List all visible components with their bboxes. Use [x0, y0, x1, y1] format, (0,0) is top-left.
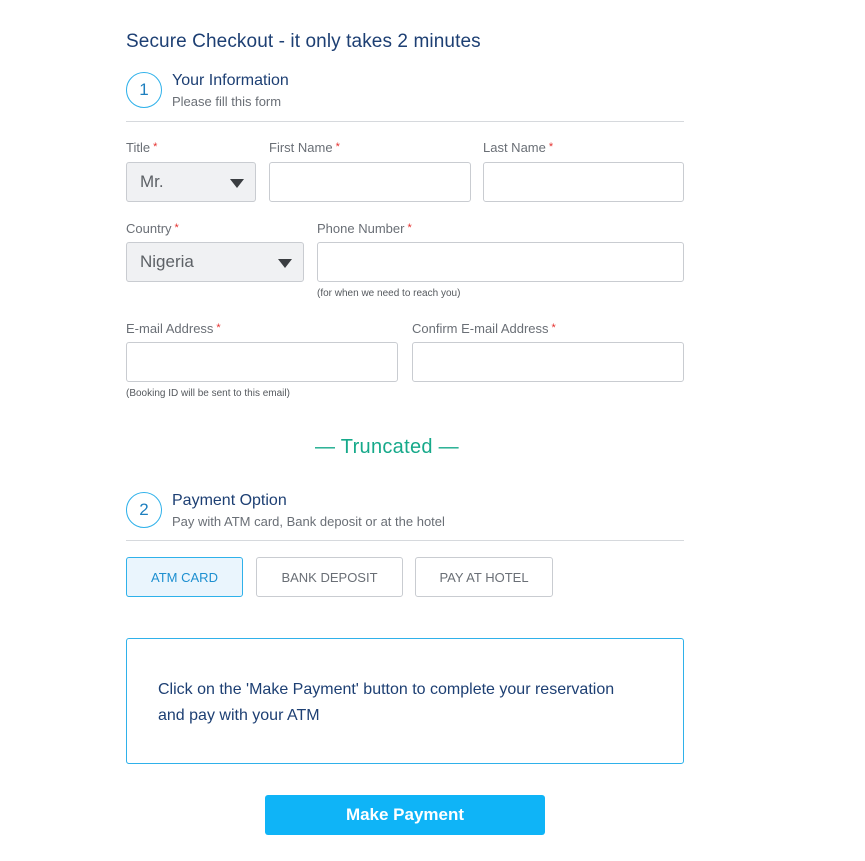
payment-info-box [126, 638, 684, 764]
required-mark: * [216, 322, 221, 334]
required-mark: * [174, 222, 179, 234]
email-input[interactable] [126, 342, 398, 382]
step-1-title: Your Information [172, 72, 289, 89]
email-label: E-mail Address * [126, 321, 221, 336]
required-mark: * [335, 141, 340, 153]
country-label: Country * [126, 221, 179, 236]
caret-down-icon [230, 179, 244, 188]
last-name-label: Last Name * [483, 140, 554, 155]
required-mark: * [551, 322, 556, 334]
step-1-divider [126, 121, 684, 122]
country-select[interactable] [126, 242, 304, 282]
first-name-input[interactable] [269, 162, 471, 202]
phone-hint: (for when we need to reach you) [317, 288, 461, 299]
title-label: Title * [126, 140, 158, 155]
step-2-title: Payment Option [172, 492, 287, 509]
first-name-label: First Name * [269, 140, 340, 155]
step-1-subtitle: Please fill this form [172, 94, 282, 109]
title-select[interactable] [126, 162, 256, 202]
pay-at-hotel-tab[interactable]: PAY AT HOTEL [415, 557, 553, 597]
confirm-email-input[interactable] [412, 342, 684, 382]
page-title: Secure Checkout - it only takes 2 minutes [126, 31, 481, 52]
phone-input[interactable] [317, 242, 684, 282]
required-mark: * [153, 141, 158, 153]
required-mark: * [548, 141, 554, 153]
caret-down-icon [278, 259, 292, 268]
payment-info-text: Click on the 'Make Payment' button to complete your reservation and pay with your ATM [158, 681, 615, 724]
make-payment-button[interactable]: Make Payment [265, 795, 545, 835]
confirm-email-label: Confirm E-mail Address * [412, 321, 556, 336]
bank-deposit-tab[interactable]: BANK DEPOSIT [256, 557, 403, 597]
step-2-divider [126, 540, 684, 541]
atm-card-tab[interactable]: ATM CARD [126, 557, 243, 597]
step-2-badge: 2 [126, 492, 162, 528]
step-2-subtitle: Pay with ATM card, Bank deposit or at the hotel [172, 514, 445, 529]
email-hint: (Booking ID will be sent to this email) [126, 388, 290, 399]
country-select-value: Nigeria [140, 252, 194, 271]
title-select-value: Mr. [140, 172, 164, 191]
step-1-badge: 1 [126, 72, 162, 108]
last-name-input[interactable] [483, 162, 684, 202]
phone-label: Phone Number * [317, 221, 412, 236]
truncated-marker: — Truncated — [315, 436, 459, 458]
required-mark: * [407, 222, 412, 234]
